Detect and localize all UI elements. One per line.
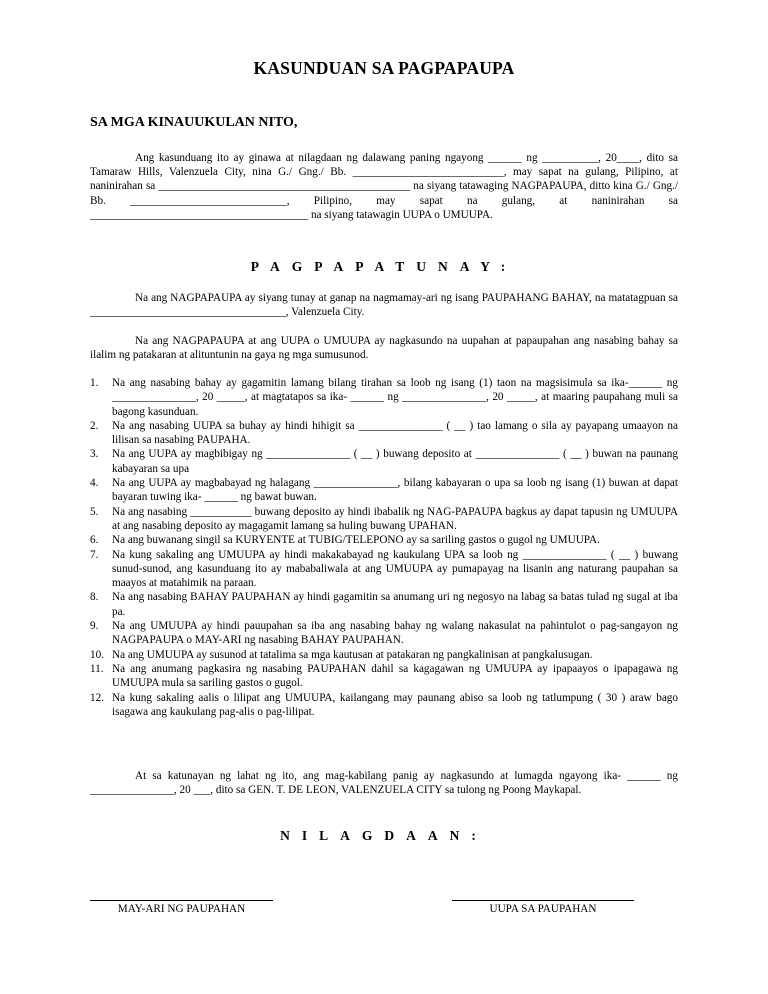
term-text: Na ang anumang pagkasira ng nasabing PAUPAHAN dahil sa kagagawan ng UMUUPA ay ipapaayos o ipapagawa ng UMUUPA mula sa sariling gastos o gugol. bbox=[112, 662, 678, 690]
term-item bbox=[90, 619, 678, 648]
term-text: Na ang nasabing ___________ buwang deposito ay hindi ibabalik ng NAG-PAPAUPA bagkus ay dapat tapusin ng UMUUPA at ang nasabing deposito ay magagamit lamang sa huling buwang UPAHAN. bbox=[112, 505, 678, 532]
term-number: 2. bbox=[90, 419, 99, 432]
term-text: Na ang UMUUPA ay susunod at tatalima sa mga kautusan at patakaran ng pangkalinisan at pangkalusugan. bbox=[112, 648, 593, 661]
term-item bbox=[90, 648, 678, 662]
term-item bbox=[90, 447, 678, 476]
document-title: KASUNDUAN SA PAGPAPAUPA bbox=[253, 58, 515, 78]
tenant-signature-line bbox=[452, 900, 634, 901]
term-number: 8. bbox=[90, 591, 99, 604]
term-item bbox=[90, 533, 678, 547]
section-heading-nilagdaan: NILAGDAAN: bbox=[280, 828, 488, 843]
term-number: 3. bbox=[90, 448, 99, 461]
term-number: 9. bbox=[90, 620, 99, 633]
term-text: Na ang UUPA ay magbabayad ng halagang _______________, bilang kabayaran o upa sa loob ng isang (1) buwan at dapat bayaran tuwing ika- ______ ng bawat buwan. bbox=[112, 477, 678, 504]
term-number: 7. bbox=[90, 548, 99, 561]
intro-paragraph: Ang kasunduang ito ay ginawa at nilagdaan ng dalawang paning ngayong ______ ng __________, 20____, dito sa Tamaraw Hills, Valenzuela City, nina G./ Gng./ Bb. ___________________________, may sapat na gulang, Pilipino, at naninirahan sa _____________________________________________ na siyang tatawaging NAGPAPAUPA, ditto kina G./ Gng./ Bb. ____________________________, Pilipino, may sapat na gulang, at naninirahan sa _______________________________________ na siyang tatawagin UUPA o UMUUPA. bbox=[90, 152, 678, 221]
salutation: SA MGA KINAUUKULAN NITO, bbox=[90, 115, 298, 130]
term-item bbox=[90, 548, 678, 591]
owner-paragraph: Na ang NAGPAPAUPA ay siyang tunay at ganap na nagmamay-ari ng isang PAUPAHANG BAHAY, na matatagpuan sa ___________________________________, Valenzuela City. bbox=[90, 292, 678, 319]
term-text: Na ang nasabing BAHAY PAUPAHAN ay hindi gagamitin sa anumang uri ng negosyo na labag sa batas tulad ng sugal at iba pa. bbox=[112, 591, 678, 618]
term-item bbox=[90, 419, 678, 448]
term-text: Na ang UUPA ay magbibigay ng _______________ ( __ ) buwang deposito at _______________ ( __ ) buwan na paunang kabayaran sa upa bbox=[112, 448, 678, 475]
term-number: 11. bbox=[90, 662, 104, 675]
term-number: 4. bbox=[90, 477, 99, 490]
term-item bbox=[90, 476, 678, 505]
owner-signature-label: MAY-ARI NG PAUPAHAN bbox=[117, 903, 246, 915]
term-number: 5. bbox=[90, 505, 99, 518]
term-text: Na ang nasabing UUPA sa buhay ay hindi hihigit sa _______________ ( __ ) tao lamang o sila ay payapang umaayon na lilisan sa nasabing PAUPAHA. bbox=[112, 419, 678, 447]
term-item bbox=[90, 691, 678, 720]
owner-signature-line bbox=[90, 900, 273, 901]
term-number: 6. bbox=[90, 534, 99, 547]
terms-list bbox=[90, 376, 678, 719]
term-item bbox=[90, 376, 678, 419]
term-number: 12. bbox=[90, 691, 104, 704]
term-number: 10. bbox=[90, 648, 104, 661]
term-number: 1. bbox=[90, 377, 99, 389]
term-text: Na kung sakaling aalis o lilipat ang UMUUPA, kailangang may paunang abiso sa loob ng tatlumpung ( 30 ) araw bago isagawa ang kaukulang pag-alis o pag-lilipat. bbox=[112, 691, 678, 718]
section-heading-pagpapatunay: PAGPAPATUNAY: bbox=[250, 259, 518, 274]
term-text: Na ang buwanang singil sa KURYENTE at TUBIG/TELEPONO ay sa sariling gastos o gugol ng UMUUPA. bbox=[112, 534, 600, 547]
term-item bbox=[90, 505, 678, 534]
term-item bbox=[90, 662, 678, 691]
agreement-paragraph: Na ang NAGPAPAUPA at ang UUPA o UMUUPA ay nagkasundo na uupahan at papaupahan ang nasabing bahay sa ilalim ng patakaran at alituntunin na gaya ng mga sumusunod. bbox=[90, 335, 678, 362]
term-text: Na ang UMUUPA ay hindi pauupahan sa iba ang nasabing bahay ng walang nakasulat na pahintulot o pag-sangayon ng NAGPAPAUPA o MAY-ARI ng nasabing BAHAY PAUPAHAN. bbox=[112, 620, 678, 647]
closing-paragraph: At sa katunayan ng lahat ng ito, ang mag-kabilang panig ay nagkasundo at lumagda ngayong ika- ______ ng _______________, 20 ___, dito sa GEN. T. DE LEON, VALENZUELA CITY sa tulong ng Poong Maykapal. bbox=[90, 770, 678, 797]
term-item bbox=[90, 590, 678, 619]
tenant-signature-label: UUPA SA PAUPAHAN bbox=[489, 903, 597, 915]
term-text: Na ang nasabing bahay ay gagamitin lamang bilang tirahan sa loob ng isang (1) taon na magsisimula sa ika-______ ng _______________, 20 _____, at magtatapos sa ika- ______ ng _______________, 20 _____, at maaring paupahang muli sa bagong kasunduan. bbox=[112, 377, 678, 418]
term-text: Na kung sakaling ang UMUUPA ay hindi makakabayad ng kaukulang UPA sa loob ng _______________ ( __ ) buwang sunud-sunod, ang kasunduang ito ay mababaliwala at ang UMUUPA ay pumapayag na lisanin ang naturang paupahan sa maayos at matahimik na paraan. bbox=[112, 548, 678, 590]
